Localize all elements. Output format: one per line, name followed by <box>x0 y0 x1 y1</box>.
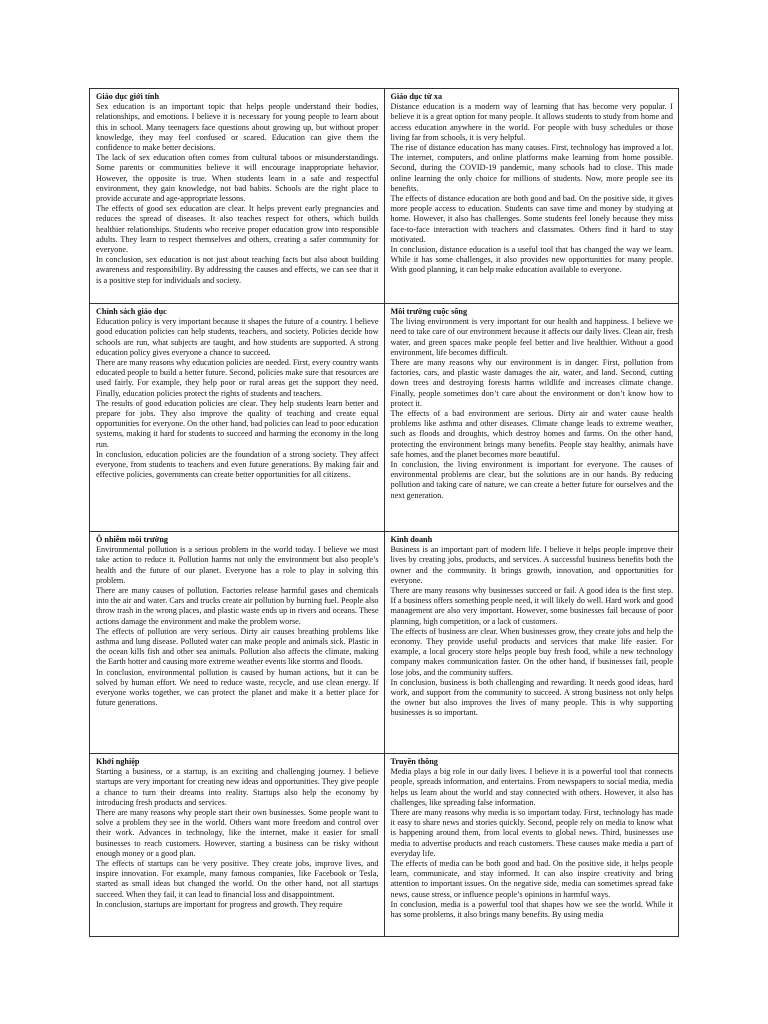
essay-paragraph: The effects of distance education are both good and bad. On the positive side, it gives more people access to education. Students can save time and money by studying at home. However, it also has challenges. Some students feel lonely because they miss face-to-face interaction with teachers and classmates. Others find it hard to stay motivated. <box>390 194 673 244</box>
essay-paragraph: There are many reasons why our environment is in danger. First, pollution from factories, cars, and plastic waste damages the air, water, and land. Second, cutting down trees and destroying forests harms wildlife and increases climate change. Finally, people sometimes don’t care about the environment or don’t know how to protect it. <box>390 358 673 408</box>
essay-cell <box>90 304 385 532</box>
essay-title: Giáo dục từ xa <box>390 92 443 101</box>
essay-paragraph: Sex education is an important topic that helps people understand their bodies, relationships, and emotions. I believe it is necessary for young people to learn about this in school. Many teenagers face questions about growing up, but without proper knowledge, they may feel confused or scared. Education can give them the confidence to make better decisions. <box>96 102 379 153</box>
essay-paragraph: The effects of business are clear. When businesses grow, they create jobs and help the economy. They provide useful products and services that make life easier. For example, a local grocery store helps people buy fresh food, while a new technology company makes communication faster. On the other hand, if businesses fail, people lose jobs, and the community suffers. <box>390 626 673 677</box>
essay-cell <box>384 532 679 754</box>
essay-paragraph: The effects of media can be both good and bad. On the positive side, it helps people learn, communicate, and stay informed. It can also inspire creativity and bring attention to important issues. On the negative side, media can sometimes spread fake news, cause stress, or influence people’s opinions in harmful ways. <box>390 859 673 899</box>
essay-paragraph: There are many reasons why media is so important today. First, technology has made it easy to share news and stories quickly. Second, people rely on media to know what is happening around them, from local events to global news. Third, businesses use media to advertise products and reach customers. These causes make media a part of everyday life. <box>390 808 673 858</box>
essay-cell <box>90 532 385 754</box>
essay-paragraph: In conclusion, media is a powerful tool that shapes how we see the world. While it has some problems, it also brings many benefits. By using media <box>390 899 673 920</box>
essay-title: Ô nhiễm môi trường <box>96 535 168 544</box>
essay-paragraph: The effects of good sex education are clear. It helps prevent early pregnancies and reduces the spread of diseases. It also teaches respect for others, which builds healthier relationships. Students who receive proper education grow into responsible adults. They learn to respect themselves and others, creating a safer community for everyone. <box>96 204 379 255</box>
essay-paragraph: In conclusion, business is both challenging and rewarding. It needs good ideas, hard work, and support from the community to succeed. A strong business not only helps the owner but also improves the lives of many people. This is why supporting businesses is so important. <box>390 677 673 718</box>
essay-paragraph: Business is an important part of modern life. I believe it helps people improve their lives by creating jobs, products, and services. A successful business benefits both the owner and the community. It brings growth, innovation, and opportunities for everyone. <box>390 545 673 585</box>
essay-paragraph: In conclusion, startups are important for progress and growth. They require <box>96 899 343 909</box>
essay-cell <box>90 89 385 304</box>
essay-paragraph: In conclusion, the living environment is important for everyone. The causes of environmental problems are clear, but the solutions are in our hands. By reducing pollution and taking care of nature, we can create a better future for ourselves and the next generation. <box>390 460 673 500</box>
essay-title: Chính sách giáo dục <box>96 307 167 316</box>
essay-paragraph: There are many causes of pollution. Factories release harmful gases and chemicals into the air and water. Cars and trucks create air pollution by burning fuel. People also throw trash in the wrong places, and plastic waste ends up in rivers and oceans. These actions damage the environment and make the problem worse. <box>96 586 379 626</box>
essay-paragraph: The rise of distance education has many causes. First, technology has improved a lot. The internet, computers, and online platforms make learning from home possible. Second, during the COVID-19 pandemic, many schools had to close. This made online learning the only choice for millions of students. Now, more people see its benefits. <box>390 143 673 193</box>
essay-paragraph: The lack of sex education often comes from cultural taboos or misunderstandings. Some parents or communities believe it will encourage inappropriate behavior. However, the opposite is true. When students learn in a safe and respectful environment, they gain knowledge, not bad habits. Schools are the right place to provide accurate and age-appropriate lessons. <box>96 153 379 204</box>
essay-paragraph: In conclusion, education policies are the foundation of a strong society. They affect everyone, from students to teachers and even future generations. By making fair and effective policies, governments can create better opportunities for all citizens. <box>96 449 379 480</box>
essay-grid <box>89 88 679 937</box>
essay-title: Kinh doanh <box>390 535 433 544</box>
essay-cell <box>90 754 385 937</box>
essay-paragraph: In conclusion, sex education is not just about teaching facts but also about building awareness and responsibility. By addressing the causes and effects, we can see that it is a positive step for individuals and society. <box>96 255 379 285</box>
essay-paragraph: Distance education is a modern way of learning that has become very popular. I believe it is a great option for many people. It allows students to study from home and access education anywhere in the world. For people with busy schedules or those living far from schools, it is very helpful. <box>390 102 673 142</box>
essay-cell <box>384 89 679 304</box>
essay-paragraph: The effects of startups can be very positive. They create jobs, improve lives, and inspire innovation. For example, many famous companies, like Facebook or Tesla, started as small ideas but changed the world. On the other hand, not all startups succeed. When they fail, it can lead to financial loss and disappointment. <box>96 859 379 899</box>
essay-title: Truyền thông <box>390 757 438 766</box>
essay-paragraph: Media plays a big role in our daily lives. I believe it is a powerful tool that connects people, spreads information, and entertains. From newspapers to social media, media helps us learn about the world and stay connected with others. However, it also has challenges, like spreading false information. <box>390 767 673 807</box>
essay-paragraph: There are many reasons why people start their own businesses. Some people want to solve a problem they see in the world. Others want more freedom and control over their work. Advances in technology, like the internet, make it easier for small businesses to reach customers. However, starting a business can be risky without enough money or a good plan. <box>96 808 379 858</box>
essay-paragraph: In conclusion, distance education is a useful tool that has changed the way we learn. While it has some challenges, it also provides new opportunities for many people. With good planning, it can help make education available to everyone. <box>390 245 673 275</box>
essay-paragraph: The results of good education policies are clear. They help students learn better and prepare for jobs. They also improve the quality of teaching and create equal opportunities for everyone. On the other hand, bad policies can lead to poor education systems, making it hard for students to succeed and harming the economy in the long run. <box>96 398 379 449</box>
essay-cell <box>384 754 679 937</box>
essay-paragraph: There are many reasons why businesses succeed or fail. A good idea is the first step. If a business offers something people need, it will likely do well. Hard work and good management are also very important. However, some businesses fail because of poor planning, high competition, or a lack of customers. <box>390 586 673 626</box>
essay-paragraph: Starting a business, or a startup, is an exciting and challenging journey. I believe startups are very important for creating new ideas and opportunities. They give people a chance to turn their dreams into reality. Startups also help the economy by introducing fresh products and services. <box>96 767 379 807</box>
essay-cell <box>384 304 679 532</box>
essay-paragraph: The living environment is very important for our health and happiness. I believe we need to take care of our environment because it affects our daily lives. Clean air, fresh water, and green spaces make people feel better and live healthier. Without a good environment, life becomes difficult. <box>390 317 673 357</box>
essay-paragraph: There are many reasons why education policies are needed. First, every country wants educated people to build a better future. Second, policies make sure that resources are used fairly. For example, they help poor or rural areas get the support they need. Finally, education policies protect the rights of students and teachers. <box>96 358 379 398</box>
essay-paragraph: The effects of pollution are very serious. Dirty air causes breathing problems like asthma and lung disease. Polluted water can make people and animals sick. Plastic in the ocean kills fish and other sea animals. Pollution also affects the climate, making the Earth hotter and causing more extreme weather events like storms and floods. <box>96 626 379 667</box>
essay-paragraph: In conclusion, environmental pollution is caused by human actions, but it can be solved by human effort. We need to reduce waste, recycle, and use clean energy. If everyone works together, we can protect the planet and make it a better place for future generations. <box>96 667 379 708</box>
essay-paragraph: Education policy is very important because it shapes the future of a country. I believe good education policies can help students, teachers, and society. Policies decide how schools are run, what subjects are taught, and how students are supported. A strong education policy gives everyone a chance to succeed. <box>96 317 379 357</box>
essay-title: Giáo dục giới tính <box>96 92 159 101</box>
essay-title: Khởi nghiệp <box>96 757 140 766</box>
essay-title: Môi trường cuộc sống <box>390 307 468 316</box>
essay-paragraph: Environmental pollution is a serious problem in the world today. I believe we must take action to reduce it. Pollution harms not only the environment but also people’s health and the future of our planet. Everyone has a role to play in solving this problem. <box>96 545 379 585</box>
essay-paragraph: The effects of a bad environment are serious. Dirty air and water cause health problems like asthma and other diseases. Climate change leads to extreme weather, such as floods and droughts, which destroy homes and farms. On the other hand, protecting the environment brings many benefits. People stay healthy, animals have safe homes, and the planet becomes more beautiful. <box>390 409 673 459</box>
